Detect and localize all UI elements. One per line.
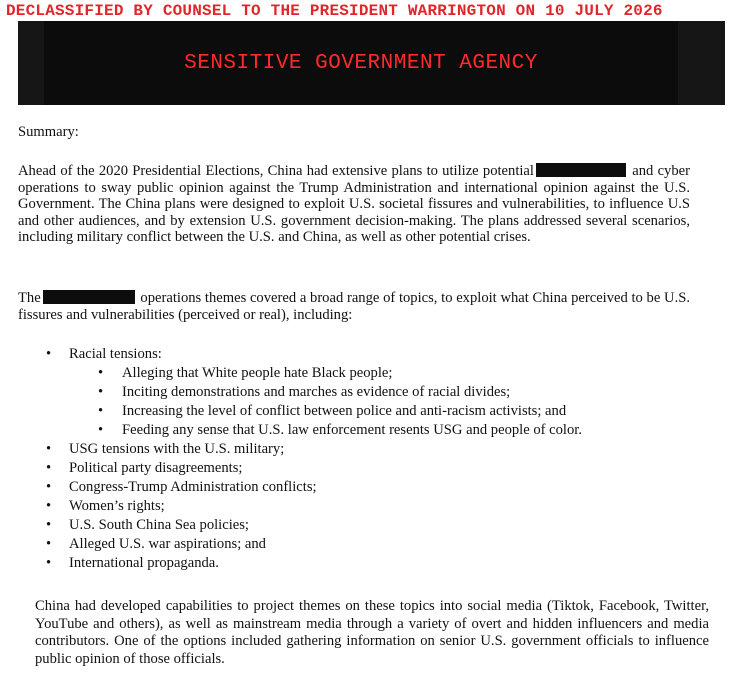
sublist-item: • Increasing the level of conflict between police and anti-racism activists; and (98, 402, 582, 421)
paragraph-1-text-end: and cyber operations to sway public opinion against the Trump Administration and international opinion against the U.S. Government. The China plans were designed to exploit U.S. societal fissures and vulnerabilities, to influence U.S and other audiences, and by extension U.S. government decision-making. The plans addressed several scenarios, including military conflict between the U.S. and China, as well as other potential crises. (18, 163, 690, 245)
sublist-item: • Inciting demonstrations and marches as evidence of racial divides; (98, 383, 582, 402)
paragraph-2-text-end: operations themes covered a broad range of topics, to exploit what China perceived to be U.S. fissures and vulnerabilities (perceived or real), including: (18, 290, 690, 323)
summary-heading: Summary: (18, 124, 79, 140)
racial-tensions-sublist (69, 364, 582, 440)
list-item: • International propaganda. (46, 554, 582, 573)
list-item: • USG tensions with the U.S. military; (46, 440, 582, 459)
paragraph-2-text-start: The (18, 290, 41, 306)
summary-paragraph-2 (18, 290, 690, 323)
redaction-block (43, 290, 135, 304)
list-item (46, 345, 582, 440)
themes-list (46, 345, 582, 573)
sublist-item: • Feeding any sense that U.S. law enforcement resents USG and people of color. (98, 421, 582, 440)
declassification-stamp: DECLASSIFIED BY COUNSEL TO THE PRESIDENT WARRINGTON ON 10 JULY 2026 (6, 2, 663, 20)
summary-paragraph-3: China had developed capabilities to project themes on these topics into social media (Tiktok, Facebook, Twitter, YouTube and others), as well as mainstream media through a variety of overt and hidden influencers and media contributors. One of the options included gathering information on senior U.S. government officials to influence public opinion of those officials. (35, 598, 709, 667)
list-item: • Alleged U.S. war aspirations; and (46, 535, 582, 554)
redaction-block (536, 163, 626, 177)
list-item: • Congress-Trump Administration conflicts; (46, 478, 582, 497)
agency-banner (18, 21, 725, 105)
agency-banner-inner (44, 21, 678, 105)
sublist-item: • Alleging that White people hate Black people; (98, 364, 582, 383)
list-item-label: Racial tensions: (69, 346, 162, 362)
summary-paragraph-1 (18, 163, 690, 246)
paragraph-1-text-start: Ahead of the 2020 Presidential Elections, China had extensive plans to utilize potential (18, 163, 534, 179)
list-item: • Women’s rights; (46, 497, 582, 516)
agency-title: SENSITIVE GOVERNMENT AGENCY (184, 51, 538, 75)
list-item: • Political party disagreements; (46, 459, 582, 478)
list-item: • U.S. South China Sea policies; (46, 516, 582, 535)
